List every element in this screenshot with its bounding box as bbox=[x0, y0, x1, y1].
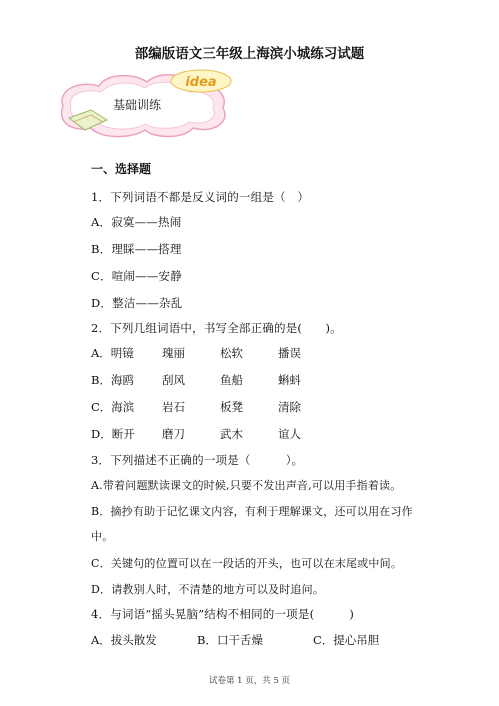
q4-stem: 4．与词语“摇头晃脑”结构不相同的一项是( ) bbox=[91, 607, 355, 621]
q2-row-a-word-4: 播误 bbox=[278, 346, 301, 360]
q1-option-a: A．寂寞——热闹 bbox=[91, 215, 182, 229]
q1-option-c: C．喧闹——安静 bbox=[91, 269, 182, 283]
q3-option-c: C．关键句的位置可以在一段话的开头，也可以在末尾或中间。 bbox=[91, 557, 403, 570]
q1-option-b: B．理睬——搭理 bbox=[91, 242, 182, 256]
q2-row-b-word-4: 蝌蚪 bbox=[278, 373, 301, 387]
q2-row-b-word-1: B．海鸥 bbox=[91, 373, 134, 387]
q2-row-c-word-4: 清除 bbox=[278, 400, 301, 414]
q2-stem: 2．下列几组词语中，书写全部正确的是( )。 bbox=[91, 321, 342, 335]
q2-row-b-word-3: 鱼船 bbox=[220, 373, 243, 387]
q2-row-d-word-1: D．断开 bbox=[91, 427, 135, 441]
q3-option-b: B．摘抄有助于记忆课文内容，有利于理解课文，还可以用在习作 bbox=[91, 505, 413, 518]
q2-row-c-word-1: C．海滨 bbox=[91, 400, 135, 414]
q2-row-b-word-2: 刮风 bbox=[162, 373, 185, 387]
page-footer: 试卷第 1 页，共 5 页 bbox=[208, 676, 291, 686]
idea-logo-text: idea bbox=[185, 75, 217, 90]
q4-option-c: C．提心吊胆 bbox=[313, 633, 380, 647]
q2-row-a-word-2: 瑰丽 bbox=[162, 346, 185, 360]
banner-label: 基础训练 bbox=[113, 98, 162, 112]
q4-option-a: A．拔头散发 bbox=[91, 633, 157, 647]
q3-option-a: A.带着问题默读课文的时候,只要不发出声音,可以用手指着读。 bbox=[91, 479, 402, 492]
q2-row-d-word-3: 武木 bbox=[220, 427, 243, 441]
q3-option-d: D．请教别人时，不清楚的地方可以及时追问。 bbox=[91, 583, 325, 596]
q3-stem: 3．下列描述不正确的一项是（ ）。 bbox=[91, 453, 304, 467]
idea-logo bbox=[171, 70, 231, 92]
q3-option-b-continued: 中。 bbox=[91, 530, 114, 543]
page-title: 部编版语文三年级上海滨小城练习试题 bbox=[134, 46, 365, 62]
q2-row-a-word-3: 松软 bbox=[220, 346, 243, 360]
q1-stem: 1．下列词语不都是反义词的一组是（ ） bbox=[91, 190, 310, 204]
q2-row-d-word-2: 磨刀 bbox=[162, 427, 185, 441]
section-heading: 一、选择题 bbox=[91, 162, 152, 176]
q2-row-c-word-2: 岩石 bbox=[162, 400, 185, 414]
q4-option-b: B．口干舌燥 bbox=[197, 633, 263, 647]
q2-row-a-word-1: A．明镜 bbox=[91, 346, 134, 360]
q2-row-c-word-3: 板凳 bbox=[220, 400, 243, 414]
q2-row-d-word-4: 谊人 bbox=[278, 427, 301, 441]
q1-option-d: D．整洁——杂乱 bbox=[91, 296, 183, 310]
